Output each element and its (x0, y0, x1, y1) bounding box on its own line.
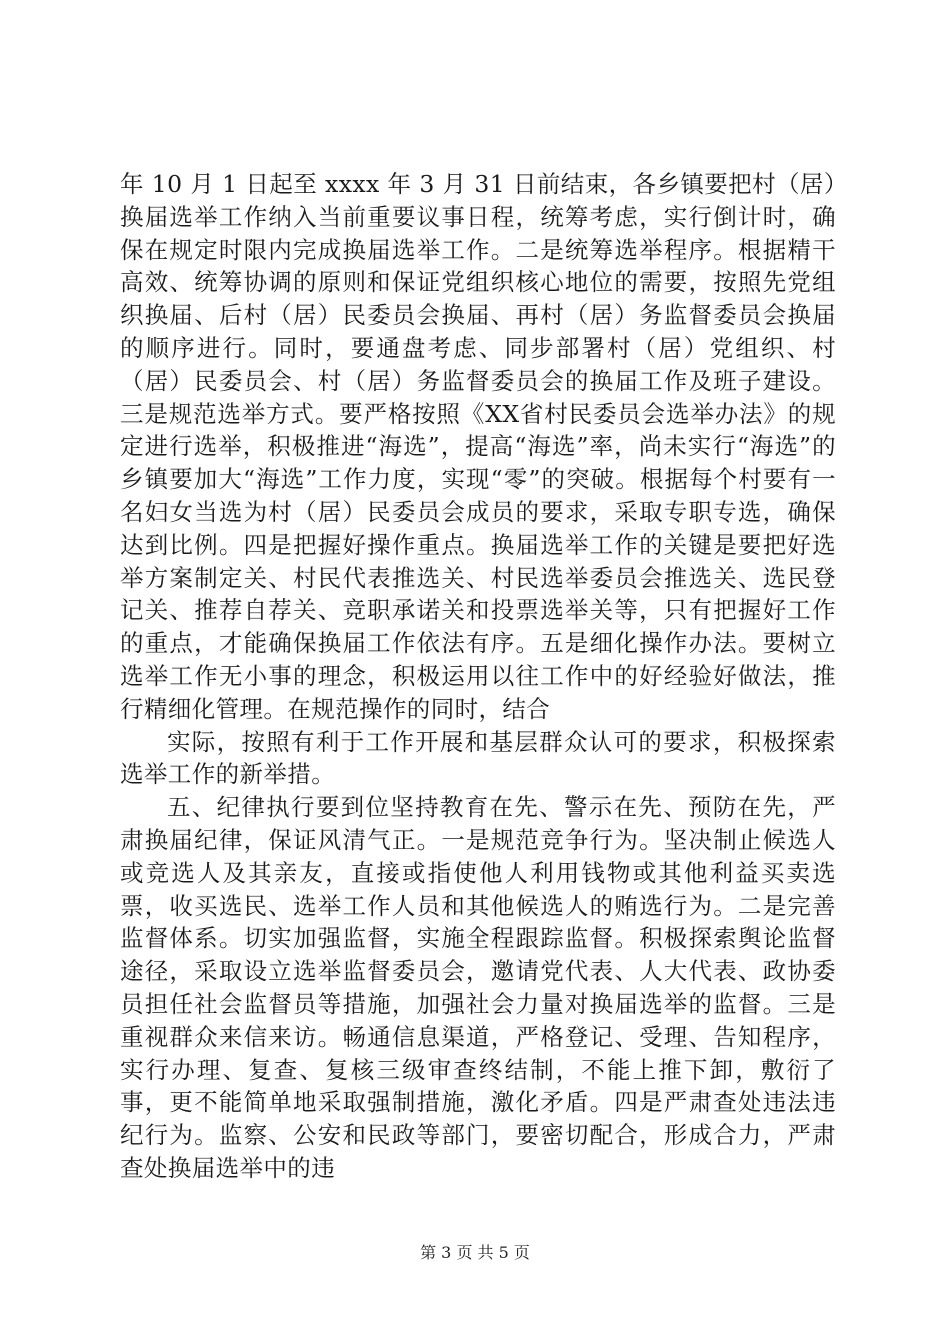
page-footer (0, 1240, 950, 1263)
paragraph-practice: 实际，按照有利于工作开展和基层群众认可的要求，积极探索选举工作的新举措。 (120, 727, 836, 789)
document-body (120, 168, 836, 1185)
paragraph-continuation: 年 10 月 1 日起至 xxxx 年 3 月 31 日前结束，各乡镇要把村（居）换届选举工作纳入当前重要议事日程，统筹考虑，实行倒计时，确保在规定时限内完成换届选举工作。二是统筹选举程序。根据精干高效、统筹协调的原则和保证党组织核心地位的需要，按照先党组织换届、后村（居）民委员会换届、再村（居）务监督委员会换届的顺序进行。同时，要通盘考虑、同步部署村（居）党组织、村（居）民委员会、村（居）务监督委员会的换届工作及班子建设。三是规范选举方式。要严格按照《XX省村民委员会选举办法》的规定进行选举，积极推进“海选”，提高“海选”率，尚未实行“海选”的乡镇要加大“海选”工作力度，实现“零”的突破。根据每个村要有一名妇女当选为村（居）民委员会成员的要求，采取专职专选，确保达到比例。四是把握好操作重点。换届选举工作的关键是要把好选举方案制定关、村民代表推选关、村民选举委员会推选关、选民登记关、推荐自荐关、竞职承诺关和投票选举关等，只有把握好工作的重点，才能确保换届工作依法有序。五是细化操作办法。要树立选举工作无小事的理念，积极运用以往工作中的好经验好做法，推行精细化管理。在规范操作的同时，结合 (120, 170, 836, 723)
page-number-label: 第 3 页 共 5 页 (420, 1243, 530, 1262)
paragraph-discipline: 五、纪律执行要到位坚持教育在先、警示在先、预防在先，严肃换届纪律，保证风清气正。一是规范竞争行为。坚决制止候选人或竞选人及其亲友，直接或指使他人利用钱物或其他利益买卖选票，收买选民、选举工作人员和其他候选人的贿选行为。二是完善监督体系。切实加强监督，实施全程跟踪监督。积极探索舆论监督途径，采取设立选举监督委员会，邀请党代表、人大代表、政协委员担任社会监督员等措施，加强社会力量对换届选举的监督。三是重视群众来信来访。畅通信息渠道，严格登记、受理、告知程序，实行办理、复查、复核三级审查终结制，不能上推下卸，敷衍了事，更不能简单地采取强制措施，激化矛盾。四是严肃查处违法违纪行为。监察、公安和民政等部门，要密切配合，形成合力，严肃查处换届选举中的违 (120, 793, 836, 1182)
